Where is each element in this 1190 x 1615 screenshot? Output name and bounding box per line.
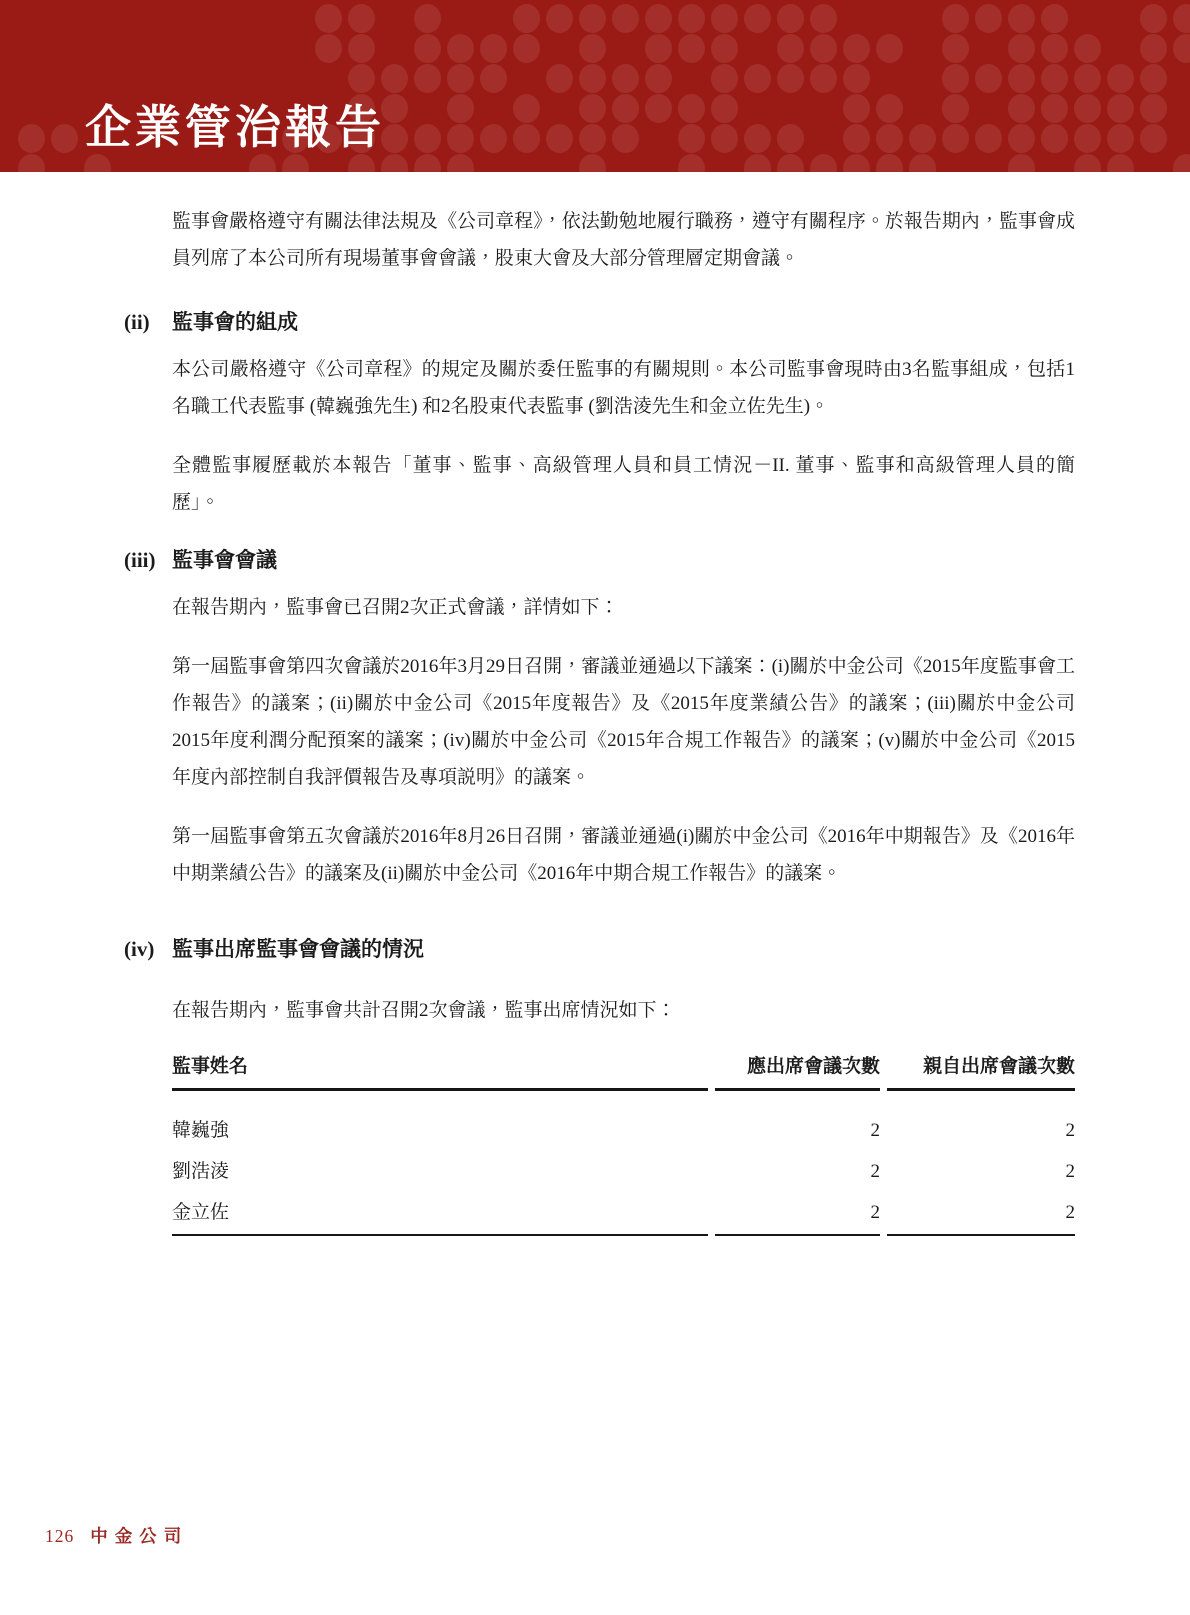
page-banner xyxy=(0,0,1190,172)
page-body xyxy=(124,172,1075,1236)
paragraph: 在報告期內，監事會共計召開2次會議，監事出席情況如下： xyxy=(172,1000,676,1021)
paragraph: 第一屆監事會第四次會議於2016年3月29日召開，審議並通過以下議案：(i)關於中金公司《2015年度監事會工作報告》的議案；(ii)關於中金公司《2015年度報告》及《2015年度業績公告》的議案；(iii)關於中金公司2015年度利潤分配預案的議案；(iv)關於中金公司《2015年合規工作報告》的議案；(v)關於中金公司《2015年度內部控制自我評價報告及專項説明》的議案。 xyxy=(172,656,1075,788)
meetings-required: 2 xyxy=(870,1120,880,1141)
meetings-attended: 2 xyxy=(1065,1161,1075,1182)
supervisor-name: 金立佐 xyxy=(172,1193,708,1236)
intro-paragraph: 監事會嚴格遵守有關法律法規及《公司章程》，依法勤勉地履行職務，遵守有關程序。於報告期內，監事會成員列席了本公司所有現場董事會會議，股東大會及大部分管理層定期會議。 xyxy=(172,211,1075,269)
section-number-iv: (iv) xyxy=(124,937,155,961)
section-heading-text-iii: 監事會會議 xyxy=(172,548,277,572)
section-heading-ii xyxy=(124,307,1075,337)
section-heading-iii xyxy=(124,545,1075,575)
table-row xyxy=(172,1152,1075,1193)
section-heading-text-ii: 監事會的組成 xyxy=(172,310,298,334)
section-heading-iv xyxy=(124,934,1075,964)
meetings-attended: 2 xyxy=(1065,1120,1075,1141)
table-header-meetings-required: 應出席會議次數 xyxy=(715,1051,880,1091)
attendance-table xyxy=(165,1051,1082,1236)
paragraph: 在報告期內，監事會已召開2次正式會議，詳情如下： xyxy=(172,597,619,618)
paragraph: 全體監事履歷載於本報告「董事、監事、高級管理人員和員工情況－II. 董事、監事和高級管理人員的簡歷」。 xyxy=(172,455,1075,513)
table-header-supervisor-name: 監事姓名 xyxy=(172,1051,708,1091)
table-header-row xyxy=(172,1051,1075,1091)
company-name: 中金公司 xyxy=(90,1526,189,1546)
section-number-ii: (ii) xyxy=(124,310,150,334)
table-header-meetings-attended-in-person: 親自出席會議次數 xyxy=(887,1051,1075,1091)
supervisor-name: 劉浩淩 xyxy=(172,1161,230,1182)
page-title: 企業管治報告 xyxy=(85,102,385,153)
meetings-attended: 2 xyxy=(887,1193,1075,1236)
section-supervisory-board-composition xyxy=(124,307,1075,521)
paragraph: 第一屆監事會第五次會議於2016年8月26日召開，審議並通過(i)關於中金公司《2016年中期報告》及《2016年中期業績公告》的議案及(ii)關於中金公司《2016年中期合規工作報告》的議案。 xyxy=(172,826,1075,884)
table-row xyxy=(172,1193,1075,1236)
section-heading-text-iv: 監事出席監事會會議的情況 xyxy=(172,937,424,961)
section-number-iii: (iii) xyxy=(124,548,156,572)
paragraph: 本公司嚴格遵守《公司章程》的規定及關於委任監事的有關規則。本公司監事會現時由3名監事組成，包括1名職工代表監事 (韓巍強先生) 和2名股東代表監事 (劉浩淩先生和金立佐先生)。 xyxy=(172,359,1075,417)
table-row xyxy=(172,1091,1075,1152)
section-supervisory-board-meetings xyxy=(124,545,1075,892)
meetings-required: 2 xyxy=(715,1193,880,1236)
page-number: 126 xyxy=(45,1526,75,1546)
supervisor-name: 韓巍強 xyxy=(172,1120,230,1141)
meetings-required: 2 xyxy=(870,1161,880,1182)
section-supervisor-attendance xyxy=(124,934,1075,1236)
page-footer xyxy=(45,1524,188,1548)
